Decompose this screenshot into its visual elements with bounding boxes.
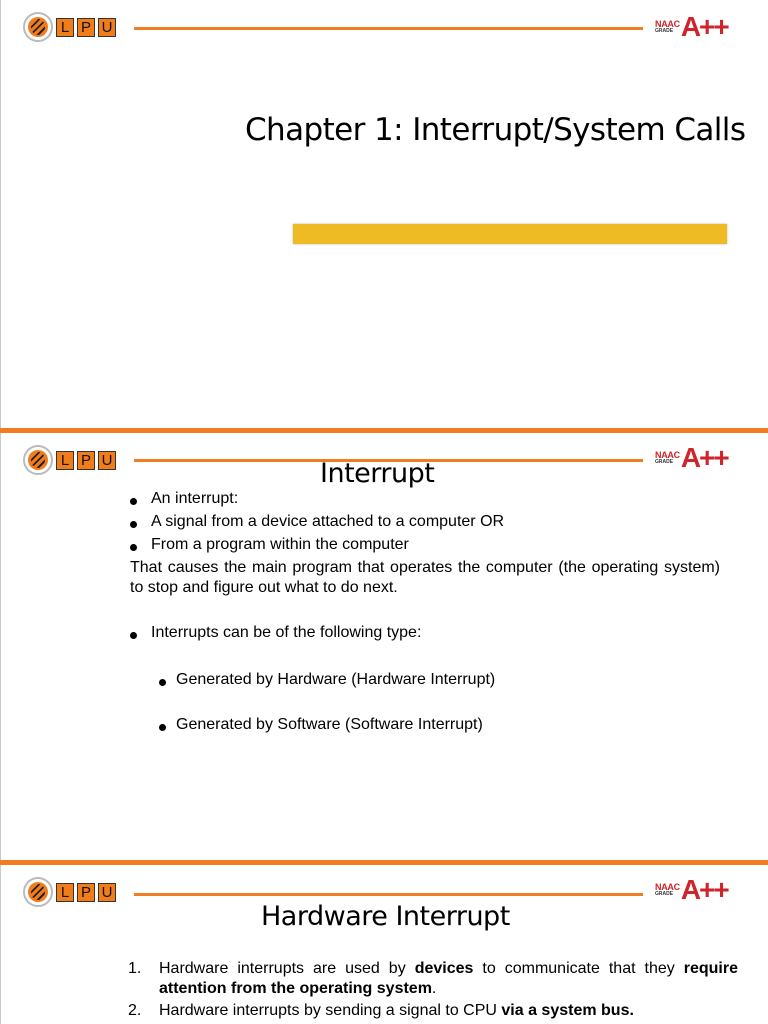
item-number: 2. <box>128 1002 142 1019</box>
bullet-item: From a program within the computer <box>130 536 409 554</box>
sub-bullet-item: Generated by Software (Software Interrupt) <box>159 716 483 734</box>
item-number: 1. <box>128 960 142 977</box>
bullet-icon <box>159 679 166 686</box>
logo-letter: P <box>77 883 95 902</box>
title-accent-bar <box>293 224 727 244</box>
naac-grade: A++ <box>680 442 728 473</box>
bullet-item: An interrupt: <box>130 490 238 508</box>
naac-sub: GRADE <box>655 459 674 465</box>
bullet-icon <box>130 521 137 528</box>
lpu-logo <box>23 877 116 907</box>
slide-title: Interrupt <box>320 458 435 489</box>
lpu-emblem-icon <box>23 445 53 475</box>
header-divider <box>134 27 643 30</box>
logo-letter: U <box>98 18 116 37</box>
logo-letter: P <box>77 451 95 470</box>
bullet-icon <box>130 498 137 505</box>
naac-grade: A++ <box>680 11 728 42</box>
logo-letter: L <box>56 451 74 470</box>
naac-label: NAAC <box>655 882 680 892</box>
slide-1 <box>0 0 768 428</box>
bullet-item: Interrupts can be of the following type: <box>130 624 421 642</box>
naac-sub: GRADE <box>655 891 674 897</box>
bullet-icon <box>130 632 137 639</box>
header-divider <box>134 893 643 896</box>
chapter-title: Chapter 1: Interrupt/System Calls <box>245 112 746 148</box>
bullet-icon <box>159 724 166 731</box>
naac-badge <box>655 13 728 41</box>
lpu-emblem-icon <box>23 877 53 907</box>
bullet-icon <box>130 544 137 551</box>
interrupt-description: That causes the main program that operates the computer (the operating system) to stop and figure out what to do next. <box>130 559 720 596</box>
naac-badge <box>655 876 728 904</box>
naac-label: NAAC <box>655 19 680 29</box>
sub-bullet-item: Generated by Hardware (Hardware Interrupt) <box>159 671 495 689</box>
lpu-emblem-icon <box>23 12 53 42</box>
logo-letter: L <box>56 883 74 902</box>
lpu-logo <box>23 12 116 42</box>
logo-letter: U <box>98 883 116 902</box>
slide-2 <box>0 433 768 860</box>
logo-letter: L <box>56 18 74 37</box>
logo-letter: U <box>98 451 116 470</box>
naac-sub: GRADE <box>655 28 674 34</box>
naac-grade: A++ <box>680 874 728 905</box>
naac-badge <box>655 444 728 472</box>
naac-label: NAAC <box>655 450 680 460</box>
lpu-logo <box>23 445 116 475</box>
numbered-item: 1. Hardware interrupts are used by devices to communicate that they require attention from the operating system. <box>128 960 738 997</box>
logo-letter: P <box>77 18 95 37</box>
slide-title: Hardware Interrupt <box>261 901 510 932</box>
bullet-item: A signal from a device attached to a computer OR <box>130 513 504 531</box>
numbered-item: 2. Hardware interrupts by sending a signal to CPU via a system bus. <box>128 1002 634 1019</box>
slide-3 <box>0 865 768 1024</box>
